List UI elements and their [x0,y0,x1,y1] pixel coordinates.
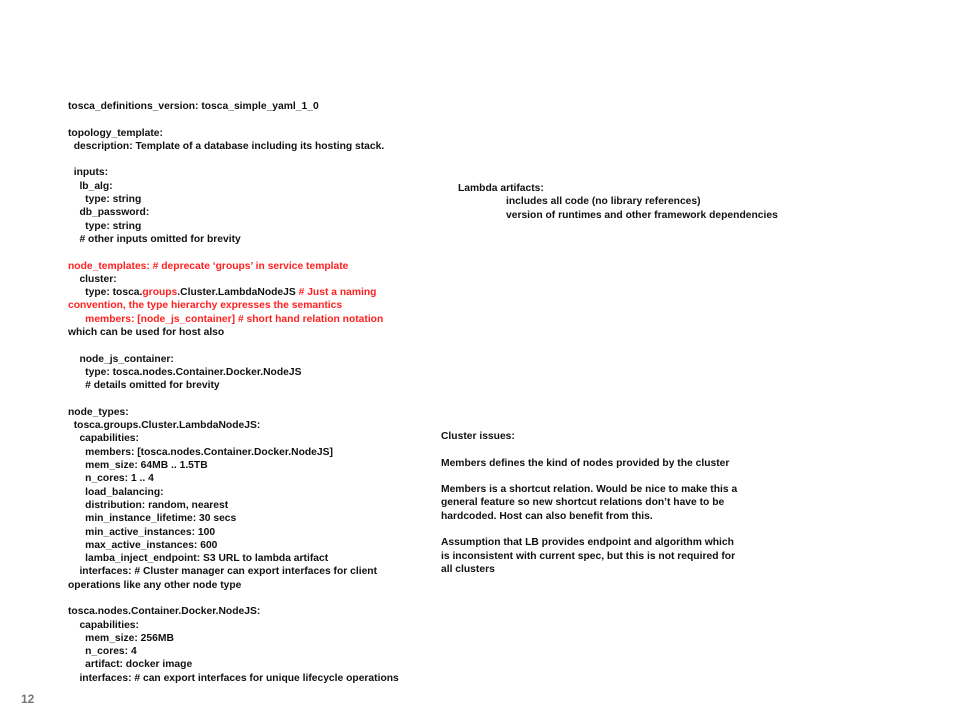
code-line: interfaces: # can export interfaces for unique lifecycle operations [68,672,399,684]
code-line: cluster: [68,273,117,285]
blank-line [68,113,438,126]
code-fragment: .Cluster.LambdaNodeJS [177,287,296,299]
code-line: tosca.groups.Cluster.LambdaNodeJS: [68,420,261,432]
code-line: artifact: docker image [68,659,193,671]
blank-line [68,393,438,406]
code-line: load_balancing: [68,486,164,498]
code-line: distribution: random, nearest [68,499,229,511]
code-line: # details omitted for brevity [68,380,220,392]
code-line: capabilities: [68,433,139,445]
code-line: lamba_inject_endpoint: S3 URL to lambda artifact [68,553,329,565]
code-line-mixed [68,286,438,299]
code-line: n_cores: 4 [68,646,137,658]
cluster-issues-title: Cluster issues: [441,431,515,442]
code-line: min_active_instances: 100 [68,526,216,538]
blank-line [68,592,438,605]
lambda-artifacts-item: includes all code (no library references) [506,196,701,208]
page-number: 12 [21,692,35,706]
lambda-artifacts-title: Lambda artifacts: [458,183,544,194]
code-line: which can be used for host also [68,327,225,339]
code-comment-highlighted: # short hand relation notation [235,313,384,325]
blank-line [68,339,438,352]
code-line: lb_alg: [68,180,113,192]
code-line: mem_size: 256MB [68,632,174,644]
code-line: min_instance_lifetime: 30 secs [68,513,237,525]
code-line: db_password: [68,207,150,219]
code-line: type: tosca.nodes.Container.Docker.NodeJS [68,366,302,378]
cluster-issue-paragraph: Members is a shortcut relation. Would be nice to make this a general feature so new shortcut relations don’t have to be hardcoded. Host can also benefit from this. [441,484,738,522]
code-line: node_js_container: [68,353,174,365]
code-line: tosca.nodes.Container.Docker.NodeJS: [68,606,261,618]
cluster-issue-paragraph: Assumption that LB provides endpoint and algorithm which is inconsistent with current spec, but this is not required for all clusters [441,537,736,575]
code-line: capabilities: [68,619,139,631]
code-line-highlighted: convention, the type hierarchy expresses the semantics [68,300,343,312]
lambda-artifacts-item: version of runtimes and other framework dependencies [506,209,778,221]
code-line: type: string [68,220,142,232]
code-comment-highlighted: # Just a naming [295,287,377,299]
code-line: topology_template: [68,127,163,139]
code-line: n_cores: 1 .. 4 [68,473,154,485]
blank-line [68,246,438,259]
code-line: # other inputs omitted for brevity [68,233,241,245]
cluster-issue-paragraph: Members defines the kind of nodes provided by the cluster [441,457,730,469]
lambda-artifacts-note [458,182,778,222]
code-fragment: type: tosca. [68,287,143,299]
cluster-issues-note [441,430,741,590]
code-line-highlighted: node_templates: # deprecate ‘groups’ in service template [68,260,349,272]
blank-line [68,153,438,166]
code-line-mixed [68,313,438,326]
code-line: type: string [68,194,142,206]
code-line: node_types: [68,406,129,418]
code-line: members: [tosca.nodes.Container.Docker.NodeJS] [68,446,333,458]
code-line: description: Template of a database including its hosting stack. [68,140,385,152]
code-line: max_active_instances: 600 [68,539,218,551]
code-line: mem_size: 64MB .. 1.5TB [68,460,208,472]
code-line: interfaces: # Cluster manager can export interfaces for client [68,566,378,578]
code-fragment-highlighted: groups [142,287,178,299]
code-line: inputs: [68,167,109,179]
code-fragment-highlighted: members: [node_js_container] [68,313,236,325]
tosca-code-block [68,100,438,685]
code-line: tosca_definitions_version: tosca_simple_yaml_1_0 [68,101,319,112]
code-line: operations like any other node type [68,579,242,591]
